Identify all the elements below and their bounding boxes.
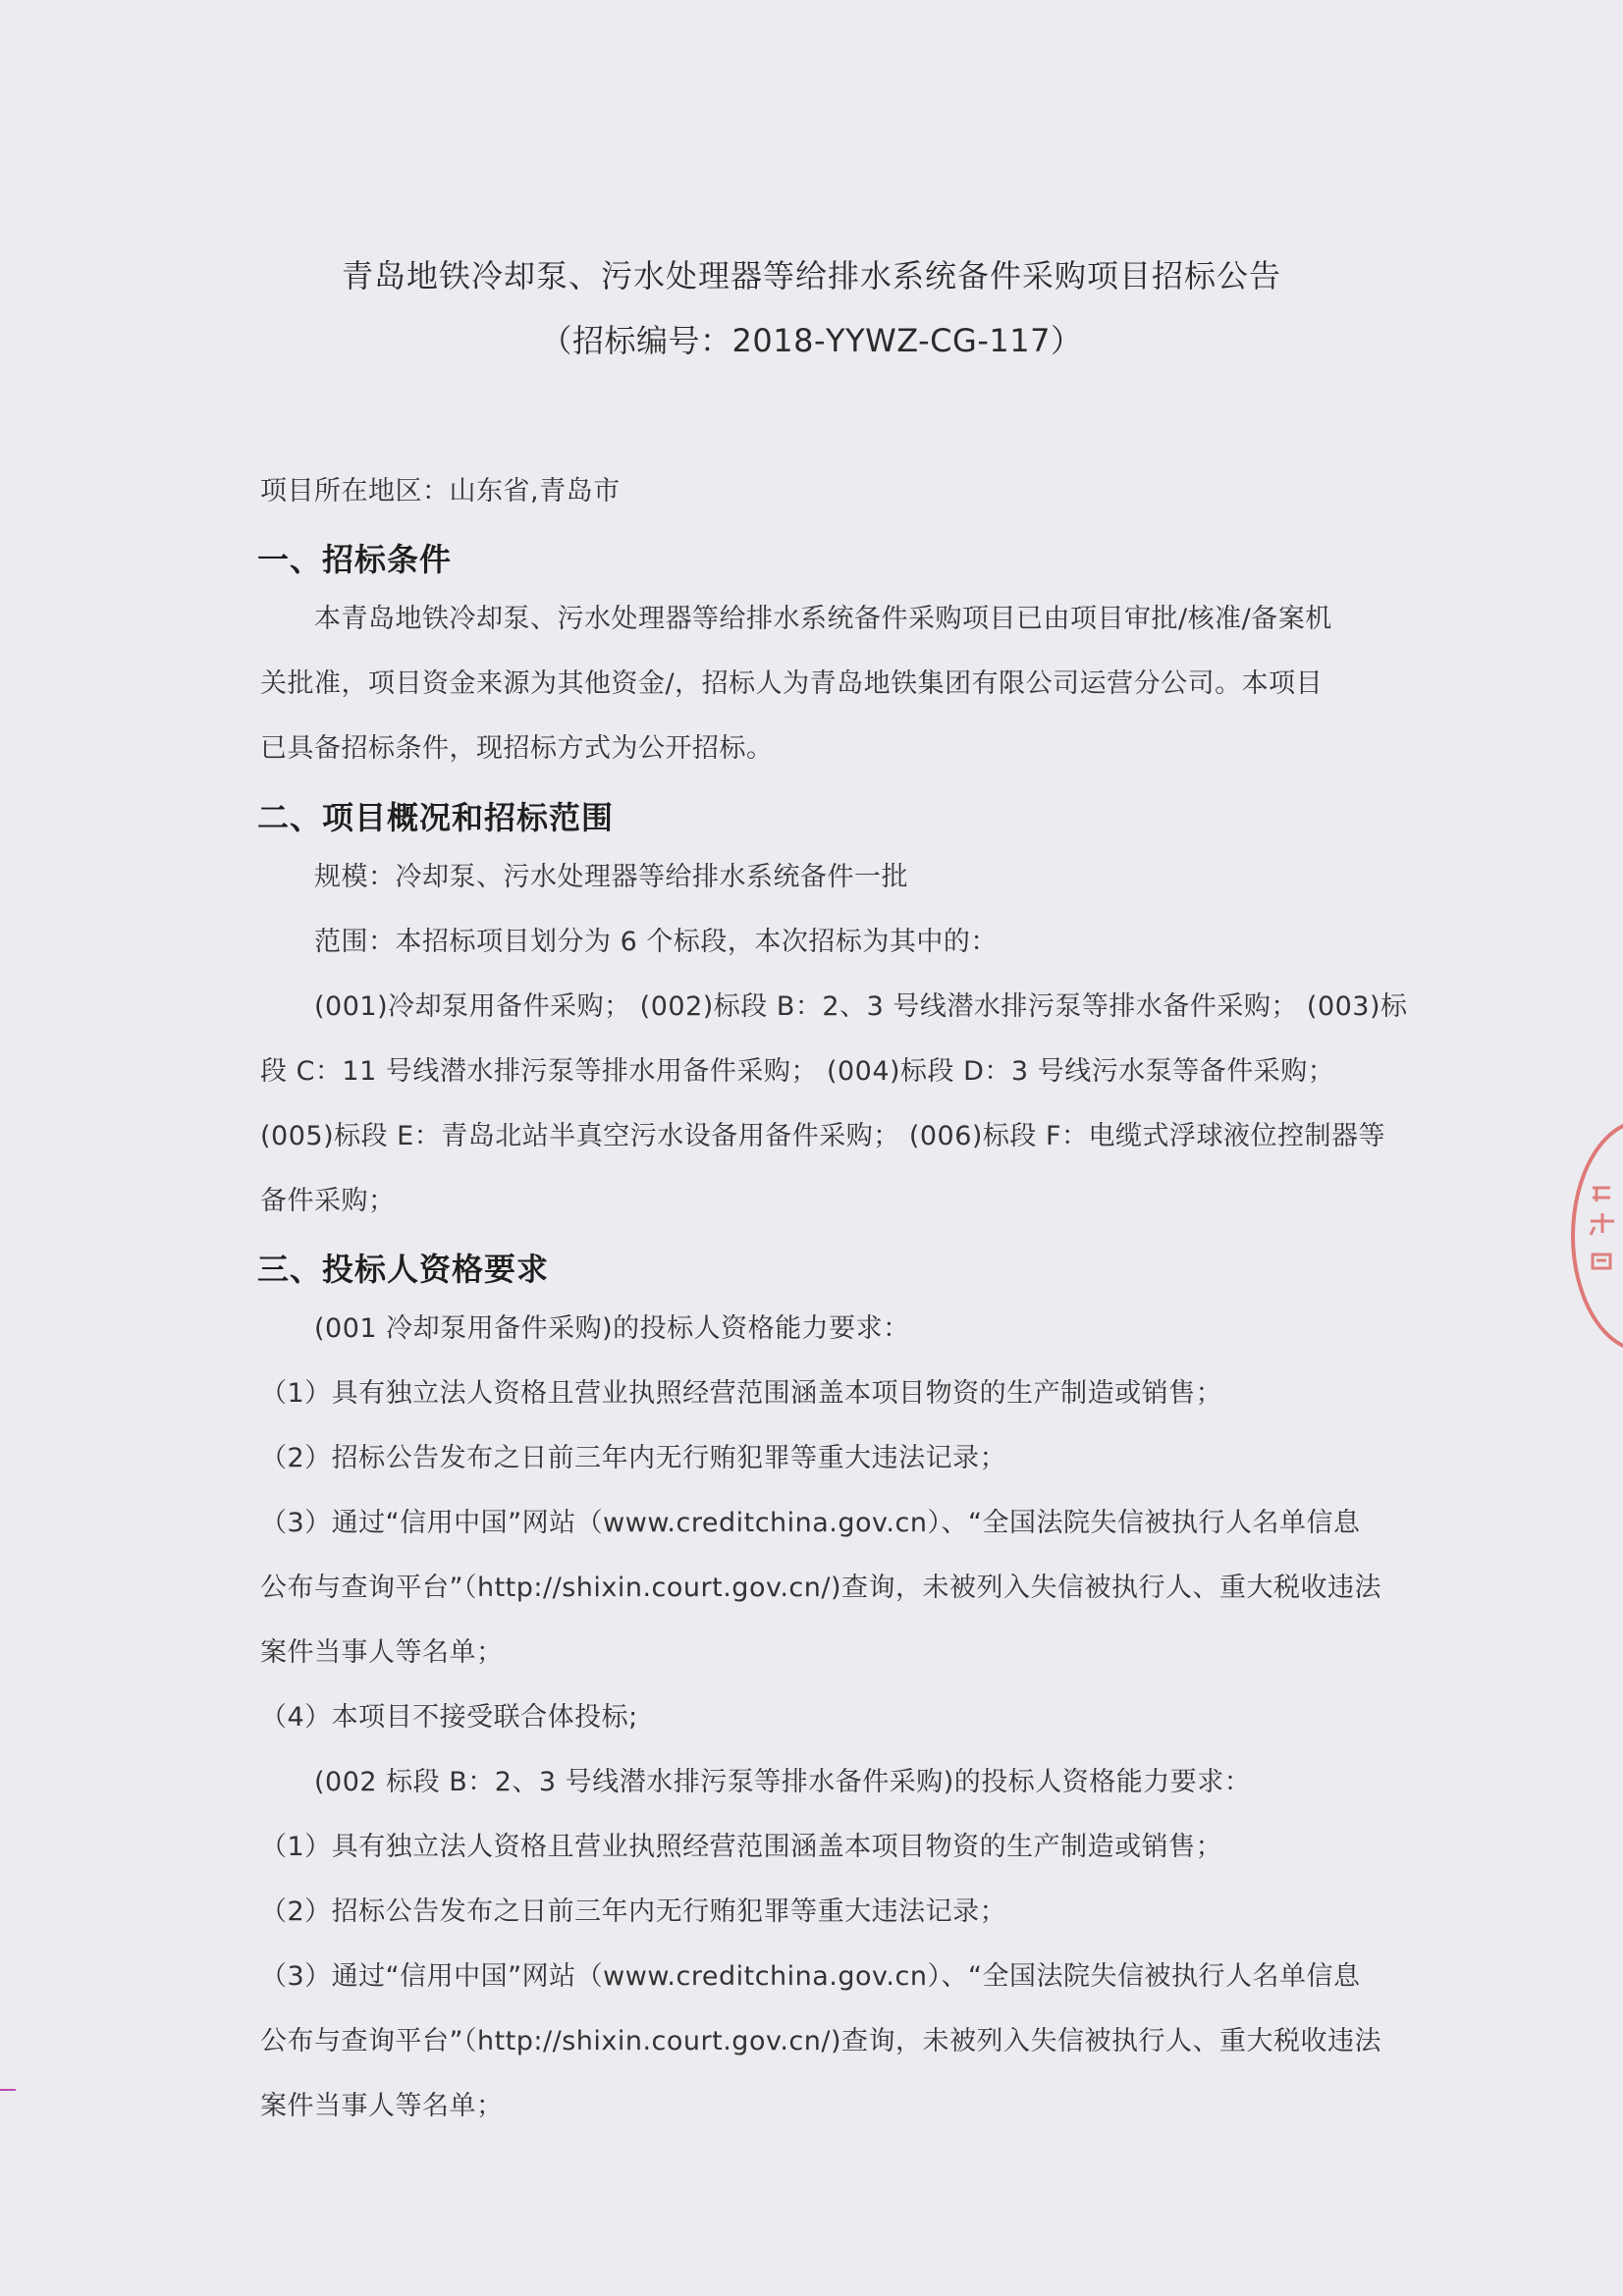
paragraph-line: （4）本项目不接受联合体投标; [260,1702,638,1733]
paragraph-line: 备件采购； [260,1186,396,1216]
paragraph-line: 案件当事人等名单； [260,2091,504,2121]
paragraph-line: （2）招标公告发布之日前三年内无行贿犯罪等重大违法记录； [260,1896,1007,1927]
paragraph-line: (001 冷却泵用备件采购)的投标人资格能力要求： [314,1313,910,1344]
paragraph-line: 规模：冷却泵、污水处理器等给排水系统备件一批 [314,862,908,892]
document-title: 青岛地铁冷却泵、污水处理器等给排水系统备件采购项目招标公告 [341,257,1281,294]
paragraph-line: （2）招标公告发布之日前三年内无行贿犯罪等重大违法记录； [260,1443,1007,1473]
section-heading-bidder-requirements: 三、投标人资格要求 [257,1251,550,1288]
project-location: 项目所在地区：山东省,青岛市 [260,476,621,507]
margin-mark [0,2089,16,2091]
paragraph-line: 案件当事人等名单； [260,1637,504,1668]
paragraph-line: 本青岛地铁冷却泵、污水处理器等给排水系统备件采购项目已由项目审批/核准/备案机 [314,604,1332,634]
paragraph-line: 范围：本招标项目划分为 6 个标段，本次招标为其中的： [314,927,998,957]
paragraph-line: 公布与查询平台”（http://shixin.court.gov.cn/)查询，未被列入失信被执行人、重大税收违法 [260,2026,1382,2056]
paragraph-line: 公布与查询平台”（http://shixin.court.gov.cn/)查询，未被列入失信被执行人、重大税收违法 [260,1573,1382,1603]
paragraph-line: （3）通过“信用中国”网站（www.creditchina.gov.cn）、“全国法院失信被执行人名单信息 [260,1508,1361,1538]
section-heading-tender-conditions: 一、招标条件 [257,541,453,578]
paragraph-line: (005)标段 E：青岛北站半真空污水设备用备件采购； (006)标段 F：电缆式浮球液位控制器等 [260,1121,1386,1151]
paragraph-line: 关批准，项目资金来源为其他资金/，招标人为青岛地铁集团有限公司运营分公司。本项目 [260,668,1324,699]
paragraph-line: 段 C：11 号线潜水排污泵等排水用备件采购； (004)标段 D：3 号线污水泵等备件采购； [260,1056,1335,1087]
paragraph-line: （1）具有独立法人资格且营业执照经营范围涵盖本项目物资的生产制造或销售； [260,1832,1223,1862]
seal-marks-icon [1583,1178,1622,1286]
paragraph-line: （1）具有独立法人资格且营业执照经营范围涵盖本项目物资的生产制造或销售； [260,1378,1223,1409]
paragraph-line: 已具备招标条件，现招标方式为公开招标。 [260,733,774,764]
paragraph-line: (001)冷却泵用备件采购； (002)标段 B：2、3 号线潜水排污泵等排水备件采购； (003)标 [314,991,1408,1022]
paragraph-line: (002 标段 B：2、3 号线潜水排污泵等排水备件采购)的投标人资格能力要求： [314,1767,1252,1797]
paragraph-line: （3）通过“信用中国”网站（www.creditchina.gov.cn）、“全国法院失信被执行人名单信息 [260,1961,1361,1992]
section-heading-project-overview: 二、项目概况和招标范围 [257,799,615,836]
tender-number: （招标编号：2018-YYWZ-CG-117） [540,322,1083,359]
